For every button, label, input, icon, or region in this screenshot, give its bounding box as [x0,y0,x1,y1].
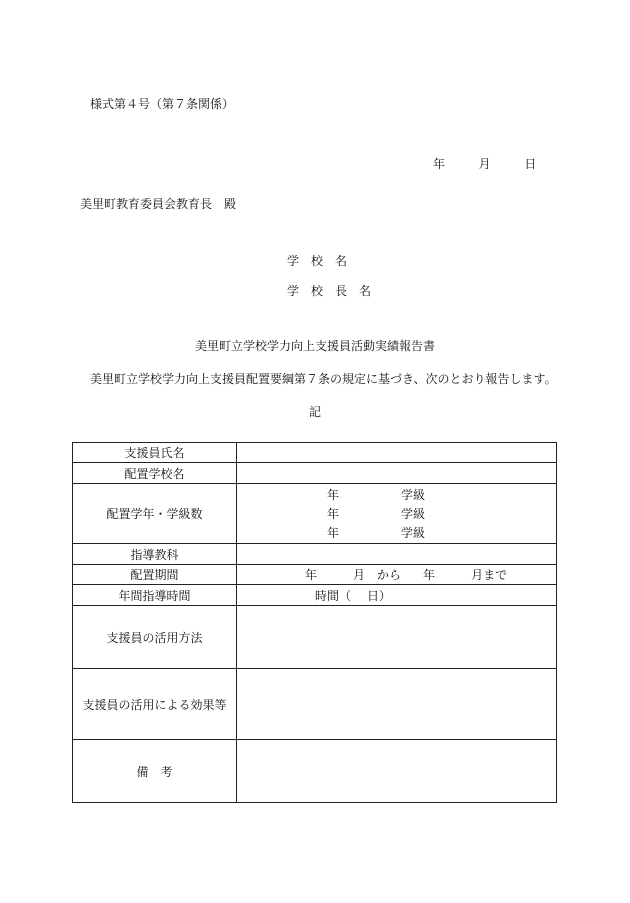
date-month: 月 [478,157,491,171]
row-remarks [73,740,557,803]
subject-field[interactable] [237,544,557,565]
principal-name-label: 学 校 長 名 [287,284,372,298]
remarks-field[interactable] [237,740,557,803]
row-usage [73,606,557,669]
row-supporter-name [73,443,557,463]
school-label: 配置学校名 [73,463,237,484]
hours-label: 年間指導時間 [73,585,237,606]
report-table [72,442,557,803]
class-word: 学級 [401,525,426,540]
grade-line-3 [237,524,556,542]
period-field[interactable] [237,565,557,585]
period-until: 月まで [471,568,508,582]
remarks-label: 備 考 [73,740,237,803]
grade-word: 年 [327,525,340,540]
usage-field[interactable] [237,606,557,669]
period-label: 配置期間 [73,565,237,585]
date-day: 日 [524,157,537,171]
effect-field[interactable] [237,669,557,740]
date-year: 年 [433,157,446,171]
document-title: 美里町立学校学力向上支援員活動実績報告書 [194,339,435,353]
row-subject [73,544,557,565]
days-text: 日） [367,588,392,603]
class-word: 学級 [401,506,426,521]
school-field[interactable] [237,463,557,484]
subject-label: 指導教科 [73,544,237,565]
period-year-2: 年 [423,568,436,582]
school-name-label: 学 校 名 [287,254,348,268]
grade-word: 年 [327,506,340,521]
grade-word: 年 [327,487,340,502]
addressee: 美里町教育委員会教育長 殿 [80,197,237,211]
ki-heading: 記 [308,405,321,419]
grade-line-1 [237,486,556,504]
hours-text: 時間（ [315,588,352,603]
class-word: 学級 [401,487,426,502]
supporter-name-label: 支援員氏名 [73,443,237,463]
hours-field[interactable] [237,585,557,606]
period-year-1: 年 [305,568,318,582]
form-number: 様式第４号（第７条関係） [90,97,235,111]
usage-label: 支援員の活用方法 [73,606,237,669]
effect-label: 支援員の活用による効果等 [73,669,237,740]
intro-text: 美里町立学校学力向上支援員配置要綱第７条の規定に基づき、次のとおり報告します。 [90,372,557,386]
grade-class-field[interactable] [237,484,557,544]
grade-line-2 [237,504,556,524]
period-from: から [377,568,402,582]
row-school [73,463,557,484]
row-hours [73,585,557,606]
supporter-name-field[interactable] [237,443,557,463]
row-grade-class [73,484,557,544]
date-line [433,157,536,171]
period-month-1: 月 [353,568,366,582]
grade-class-label: 配置学年・学級数 [73,484,237,544]
row-period [73,565,557,585]
row-effect [73,669,557,740]
